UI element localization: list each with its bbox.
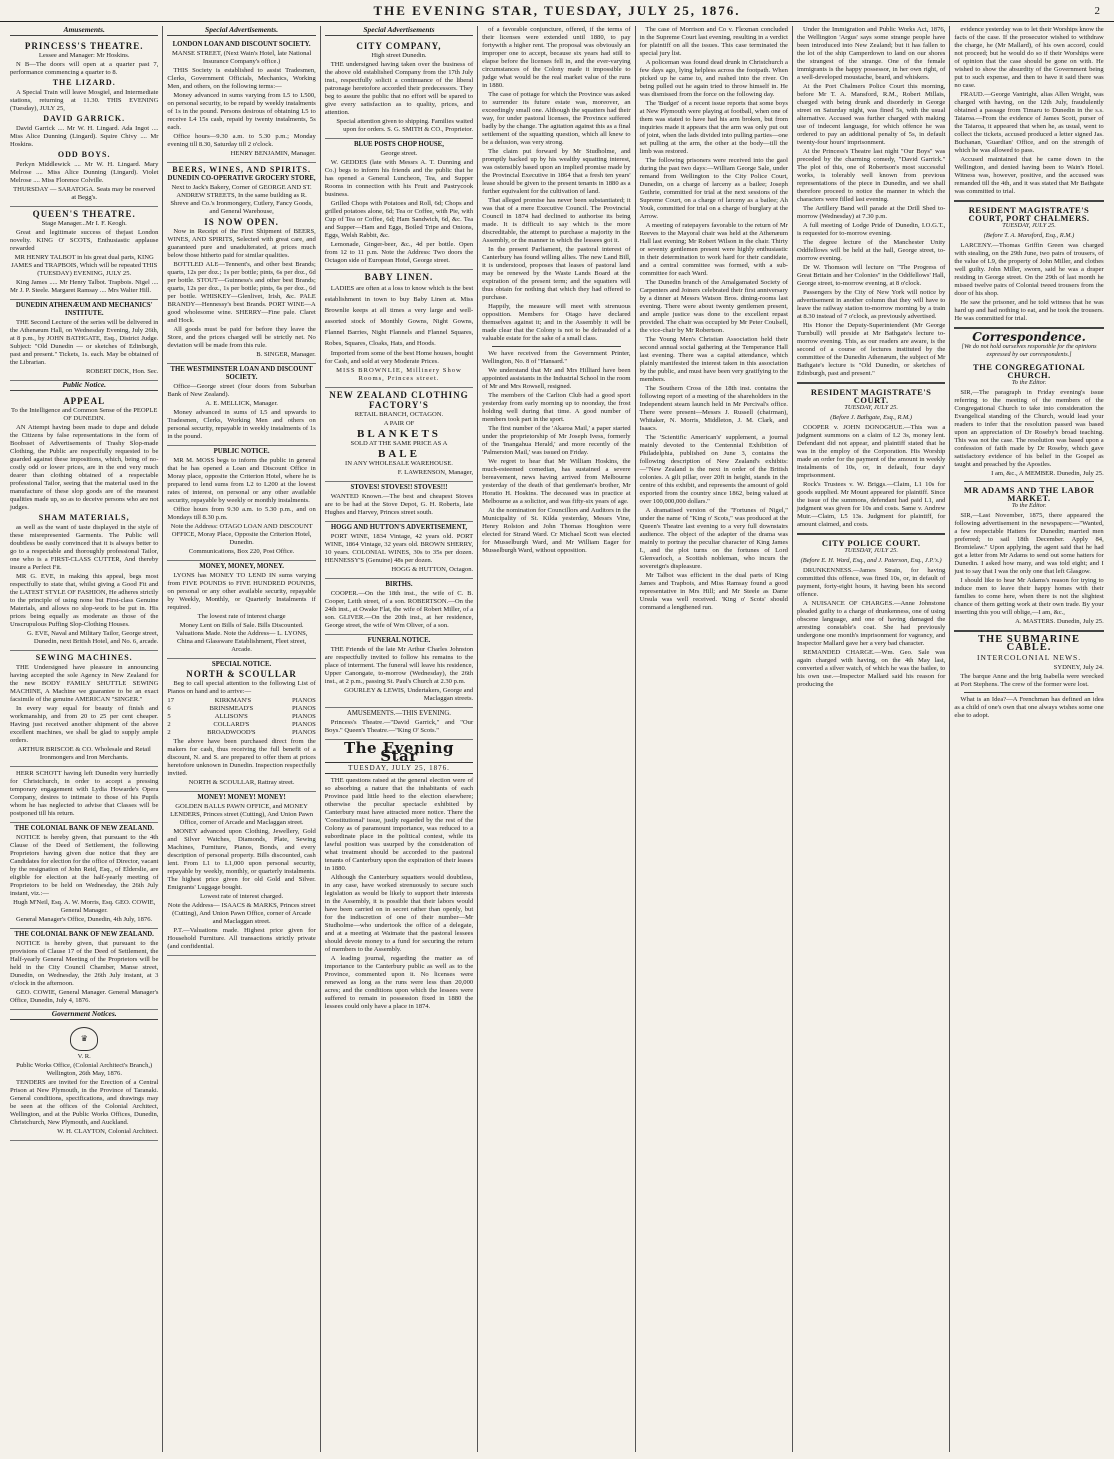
ad-text: Next to Jack's Bakery, Corner of GEORGE AND ST. ANDREW STREETS, In the same building as R. Shreve and Co.'s Ironmongery, Cutlery, Fancy Goods, and General Warehouse, <box>170 184 313 215</box>
hogg-hutton-ad <box>325 522 473 579</box>
article-paragraph: The Dunedin branch of the Amalgamated Society of Carpenters and Joiners celebrated their first anniversary by a dinner at Messrs Watson Bros. dining-rooms last evening. There were about twenty gentlemen present, and ample justice was done to the excellent repast provided. The chair was occupied by Mr Peter Coulsell, the vice-chair by Mr Robertson. <box>639 279 788 334</box>
port-chalmers-court <box>954 206 1103 323</box>
ad-text: THE Second Lecture of the series will be delivered in the Athenæum Hall, on Wednesday Evening, July 26th, at 8 p.m., by JOHN BATHGATE, Esq., District Judge. Subject: "Old Dunedin — or sketches of Edinburgh, past and present." Tickets, 1s. each. May be obtained of the Librarian. <box>10 319 159 366</box>
article-paragraph: The following prisoners were received into the gaol during the past two days:—William George Sale, under remand from Wellington to the City Police Court, Dunedin, on a charge of larceny as a bailee; Joseph Guthrie, committed for trial at the next sessions of the Supreme Court, on a charge of larceny as a bailee; Ah Youk, committed for trial on a charge of burglary at the Arrow. <box>639 157 788 220</box>
princess-theatre-ad <box>10 39 158 207</box>
ad-signature: MISS BROWNLIE, Millinery Show Rooms, Princes street. <box>336 367 462 382</box>
ad-title: BEERS, WINES, AND SPIRITS. <box>172 165 311 174</box>
government-notice <box>10 1023 158 1141</box>
article-paragraph: THE questions raised at the general election were of so absorbing a nature that the inhabitants of each Province paid little heed to the election elsewhere; otherwise the peculiar spectacle exhibited by Canterbury must have attracted more notice. There the 'Constitutional' issue, justly regarded by the rest of the Colony as of paramount importance, was reduced to a subordinate place in the political contest, while its lawful position was usurped by the consideration of what treatment should be accorded to the pastoral tenants of Canterbury upon the expiration of their leases in 1880. <box>324 777 474 872</box>
newspaper-columns <box>6 26 1108 1452</box>
ad-text: Communications, Box 220, Post Office. <box>188 548 295 555</box>
ad-signature: GEO. COWIE, General Manager. General Manager's Office, Dunedin, July 4, 1876. <box>10 989 159 1004</box>
article-paragraph: Happily, the measure will meet with strenuous opposition. Members for Otago have declared themselves against it; and in the Assembly it will be made clear that the Colony is not to be defrauded of a valuable estate for the sake of a small class. <box>482 303 631 342</box>
ad-text: V. R. <box>77 1053 91 1060</box>
article-paragraph: He saw the prisoner, and he told witness that he was hard up and had nothing to eat, and he took the trousers. He was committed for trial. <box>954 299 1104 322</box>
column-4 <box>478 26 635 1452</box>
ad-text: Office hours—9.30 a.m. to 5.30 p.m.; Monday evening till 8.30, Saturday till 2 o'clock. <box>167 133 316 148</box>
section-heading-public-notice: Public Notice. <box>10 381 158 391</box>
ad-text: Money advanced in sums varying from L5 to L500, on personal security, to be repaid by weekly instalments of 1s in the pound. Persons desirous of obtaining L5 to receive L4 15s cash, repaid by twenty instalments, 5s each. <box>167 92 316 131</box>
ad-signature: W. H. CLAYTON, Colonial Architect. <box>57 1128 159 1135</box>
births-notice <box>325 579 473 635</box>
divider <box>964 692 1093 693</box>
baby-linen-ad <box>325 270 473 388</box>
ad-text: W. GEDDES (late with Messrs A. T. Dunning and Co.) begs to inform his friends and the public that he has opened a General Luncheon, Tea, and Supper Rooms in connection with his Fruit and Pastrycook business. <box>324 159 474 198</box>
article-date: TUESDAY, JULY 25. <box>844 547 898 554</box>
clothing-factory-ad <box>325 388 473 482</box>
article-paragraph: of a favorable conjuncture, offered, if the terms of their licenses were extended until 1880, to pay fortywith a higher rent. The proposal was obviously an improper one to accept, because six years had still to elapse before the licenses fell in, and the ever-varying circumstances of the Colony made it impossible to judge what would be the real market value of the runs in 1880. <box>482 26 631 89</box>
article-paragraph: Although the Canterbury squatters would doubtless, in any case, have worked strenuously to secure such legislation as would be likely to support their interests in the Assembly, it is possible that their labors would have been carried on in secret rather than openly, but for the indiscretion of one of their number—Mr Studholme—who undertook the office of a delegate, and at a meeting at Waimate that the pastoral lessees should devote money to a fund for securing the return of members to the Assembly. <box>324 874 474 953</box>
article-date: TUESDAY, JULY 25. <box>844 404 898 411</box>
ad-title: FUNERAL NOTICE. <box>367 637 431 644</box>
ad-text: THE Undersigned have pleasure in announcing having accepted the sole Agency in New Zealand for the new BODY FAMILY SHUTTLE SEWING MACHINE, A Machine we guarantee to be an exact facsimile of the genuine AMERICAN "SINGER." <box>10 664 159 703</box>
article-paragraph: A dramatised version of the "Fortunes of Nigel," under the name of "King o' Scots," was produced at the Queen's Theatre last evening to a very full downstairs audience. The object of the adapter of the drama was mainly to portray the peculiar character of King James I., and the plot turns on the fortunes of Lord Glenvarloch, a Scottish nobleman, who incurs the sovereign's displeasure. <box>639 507 788 570</box>
ad-text: RETAIL BRANCH, OCTAGON. <box>354 411 444 418</box>
ad-signature: Money Lent on Bills of Sale. Bills Discounted. Valuations Made. Note the Address— L. LYONS, China and Glassware Establishment, Fleet street, Arcade. <box>175 622 308 653</box>
ad-title: THE LIZARD. <box>52 78 116 87</box>
column-7 <box>950 26 1107 1452</box>
article-paragraph: In the present Parliament, the pastoral interest of Canterbury has found willing allies. The new Land Bill, it is understood, proposes that leases of pastoral land may be renewed by the Waste Lands Board at the expiration of the present term; and the squatters will thus obtain for nothing that which they had offered to purchase. <box>482 246 631 301</box>
section-heading-amusements: Amusements. <box>10 26 158 36</box>
divider <box>797 533 945 535</box>
article-paragraph: At the Port Chalmers Police Court this morning, before Mr T. A. Mansford, R.M., Robert Millais, charged with being drunk and disorderly in George street on Saturday night, was fined 5s, with the usual alternative. Accused was further charged with making use of indecent language, for which offence he was ordered to pay an additional penalty of 5s, in default twenty-four hours' imprisonment. <box>796 83 946 146</box>
article-title: THE CONGREGATIONAL CHURCH. <box>973 362 1086 380</box>
article-paragraph: A meeting of ratepayers favorable to the return of Mr Reeves to the Mayoral chair was held at the Athenæum Hall last evening; Mr Robert Wilson in the chair. Thirty or seventy gentlemen present were highly enthusiastic in their determination to work hard for their candidate, and a central committee was formed, with a sub-committee for each Ward. <box>639 222 788 277</box>
ad-text: Perkyn Middlewick .... Mr W. H. Lingard. Mary Melrose .... Miss Alice Dunning (Lingard). Violet Melrose .... Miss Florence Colville. <box>10 161 159 184</box>
article-title: RESIDENT MAGISTRATE'S COURT, PORT CHALMERS. <box>968 205 1090 223</box>
article-paragraph: Rock's Trustees v. W. Briggs.—Claim, L1 10s for goods supplied. Mr Mount appeared for plaintiff. Since the issue of the summons, defendant had paid L1, and judgment was given for 10s and costs. Same v. Andrew Muir.—Claim, L5 13s. Judgment for plaintiff, for amount claimed, and costs. <box>796 481 946 528</box>
ad-text: High street Dunedin. <box>371 52 427 59</box>
column-5 <box>636 26 793 1452</box>
ad-title: THE COLONIAL BANK OF NEW ZEALAND. <box>14 931 154 938</box>
article-paragraph: The case of Morrison and Co v. Flexman concluded in the Supreme Court last evening, resulting in a verdict for plaintiff on all the issues. This case terminated the special jury list. <box>639 26 788 57</box>
ad-title: LONDON LOAN AND DISCOUNT SOCIETY. <box>172 41 311 48</box>
ad-text: THE Friends of the late Mr Arthur Charles Johnston are respectfully invited to follow his remains to the place of interment. The funeral will leave his residence, Upper Canongate, to-morrow (Wednesday), the 26th inst., at 2 p.m., passing St. Paul's Church at 2.30 p.m. <box>324 646 474 685</box>
ad-text: P.T.—Valuations made. Highest price given for Household Furniture. All transactions strictly private (and confidential. <box>167 927 316 950</box>
ad-text: All goods must be paid for before they leave the Store, and the prices charged will be strictly net. No deviation will be made from this rule. <box>167 326 316 349</box>
article-paragraph: SIR,—The paragraph in Friday evening's issue referring to the meeting of the members of the Congregational Church to take into consideration the Evangelical standing of the Church, would lead your readers to infer that the resolution passed was based upon an appreciation of Dr Roseby's broad teaching. This was not the case. The resolution was based upon a confession of faith made by Dr Roseby, which gave satisfactory evidence of his belief in the Gospel as taught and preached by the Apostles. <box>954 389 1104 468</box>
ad-title: DUNEDIN ATHENÆUM AND MECHANICS' INSTITUTE. <box>15 302 153 317</box>
ad-text: MR M. MOSS begs to inform the public in general that he has opened a Loan and Discount Office in Moray place, opposite the Criterion Hotel, where he is prepared to lend sums from L2 to L200 at the lowest rates of interest, on personal or any other available security, repayable by weekly or monthly instalments. <box>167 457 316 504</box>
article-paragraph: His Honor the Deputy-Superintendent (Mr George Turnbull) will preside at Mr Bathgate's lecture to-morrow evening. This, as our readers are aware, is the second of a course of lectures instituted by the committee of the Dunedin Athenæum, the subject of Mr Bathgate's lecture is "Old Dunedin, or sketches of Edinburgh, past and present." <box>796 322 946 377</box>
newspaper-flag: The Evening Star <box>343 739 454 765</box>
ad-text: Lowest rate of interest charged. <box>199 893 284 900</box>
page-number: 2 <box>1094 4 1100 17</box>
article-title: THE SUBMARINE CABLE. <box>978 634 1081 653</box>
ad-title: BALE <box>377 448 420 460</box>
ad-title: BIRTHS. <box>385 581 413 588</box>
ad-signature: ARTHUR BRISCOE & CO. Wholesale and Retail Ironmongers and Iron Merchants. <box>17 746 151 761</box>
ad-text: NOTICE is hereby given, that pursuant to the provisions of Clause 17 of the Deed of Settlement, the Half-yearly General Meeting of the Proprietors will be held in the City Council Chamber, Manse street, Dunedin, on Wednesday, the 26th July instant, at 3 o'clock in the afternoon. <box>10 940 159 987</box>
ad-text: BOTTLED ALE—Tennent's, and other best Brands; quarts, 12s per doz.; 1s per bottle; pints, 6s per doz., 6d per bottle. STOUT—Guinness's and other best Brands; quarts, 12s per doz., 1s per bottle; pints, 6s per doz., 6d per bottle. WHISKEY—Glenlivet, Irish, &c. PALE BRANDY—Hennessy's best Brands. PORT WINE—A good wholesome wine. SHERRY—Fine pale. Claret and Hock. <box>167 261 316 324</box>
article-paragraph: The barque Anne and the brig Isabella were wrecked at Port Stephens. The crew of the former were lost. <box>954 673 1104 688</box>
list-item: 6 BRINSMEAD'S PIANOS <box>167 705 316 712</box>
ad-title: THE COLONIAL BANK OF NEW ZEALAND. <box>14 825 154 832</box>
amusements-tonight <box>325 708 473 740</box>
letter-salutation: To the Editor. <box>1011 502 1047 509</box>
ad-text: Stage Manager...Mr I. F. Keogh. <box>41 220 127 227</box>
article-title: CITY POLICE COURT. <box>821 538 921 548</box>
ad-text: Princess's Theatre.—"David Garrick," and "Our Boys." Queen's Theatre.—"King O' Scots." <box>324 719 474 734</box>
article-paragraph: LARCENY.—Thomas Griffin Green was charged with stealing, on the 29th June, two pairs of trousers, of the value of L9, the property of John Miller, and clothes well guilty. John Miller, sworn, said he was a draper residing in George street. On the 29th of last month he missed twelve pairs of Colonial tweed trousers from the door of his shop. <box>954 242 1104 297</box>
section-heading-government: Government Notices. <box>10 1010 158 1020</box>
divider <box>797 382 945 384</box>
ad-signature: ROBERT DICK, Hon. Sec. <box>86 368 159 375</box>
city-company-ad <box>325 39 473 139</box>
stoves-ad <box>325 482 473 522</box>
article-judge: (Before T. A. Mansford, Esq., R.M.) <box>983 232 1075 239</box>
ad-text: In every way equal for beauty of finish and workmanship, and from 20 to 25 per cent cheaper. Having just received another shipment of the above excellent machines, we shall be glad to supply ample orders. <box>10 705 159 744</box>
dateline: SYDNEY, July 24. <box>1053 664 1104 671</box>
queens-theatre-ad <box>10 207 158 300</box>
ad-title: MONEY, MONEY, MONEY. <box>199 563 284 570</box>
congregational-letter <box>954 363 1103 478</box>
column-6 <box>793 26 950 1452</box>
flag-date: TUESDAY, JULY 25, 1876. <box>325 762 473 774</box>
article-paragraph: At the Princess's Theatre last night "Our Boys" was preceded by the charming comedy, "David Garrick." The plot of this, one of Robertson's most successful works, is tolerably well known from previous representations of the piece in Dunedin, and we shall therefore proceed to notice the manner in which the characters were filled last evening. <box>796 148 946 203</box>
ad-text: Great and legitimate success of thejast London novelty. KING O' SCOTS, Enthusiastic applause rewarded <box>10 229 159 252</box>
ad-text: AN Attempt having been made to dupe and delude the Citizens by false representations in the form of Boobsset of Advertisements of Trashy Slop-made Clothing, the Public are respectfully requested to be guarded against these impositions, which, being of no-costly odd or lower prices, are in the end very much dearer than clothing obtained of a respectable professional Tailor, seeing that the material used in the manufacture of these slop goods are of the meanest qualities made up, so as to deceive persons who are not judges. <box>10 424 159 511</box>
ad-title: HOGG AND HUTTON'S ADVERTISEMENT, <box>330 524 468 531</box>
article-paragraph: evidence yesterday was to let their Worships know the facts of the case. If the prosecutor wished to withdraw the charge, he (Mr Mallard), of his own accord, could not proceed; but he would do so if their Worships were of opinion that the case should be gone on with. He wished to show the absurdity of the Government being put to such expense, and then to have it said there was no case. <box>954 26 1104 89</box>
ad-text: N B—The doors will open at a quarter past 7, performance commencing a quarter to 8. <box>10 61 159 76</box>
ad-title: SEWING MACHINES. <box>35 653 133 662</box>
colonial-bank-ad-1 <box>10 823 158 929</box>
ad-text: SOLD AT THE SAME PRICE AS A <box>350 440 448 447</box>
ad-title: CITY COMPANY, <box>356 41 442 51</box>
column-1 <box>6 26 163 1452</box>
letter-salutation: To the Editor. <box>1011 379 1047 386</box>
divider <box>964 481 1093 482</box>
adams-letter <box>954 486 1103 626</box>
ad-text: HERR SCHOTT having left Dunedin very hurriedly for Christchurch, in order to accept a pressing temporary engagement with Lydia Howarde's Opera Company, desires to intimate to those of his Pupils whom he has neglected to advise that Classes will be postponed till his return. <box>10 770 159 817</box>
ad-text: Lemonade, Ginger-beer, &c., 4d per bottle. Open from 12 to 11 p.m. Note the Address: Two doors the Octagon side of European Hotel, George street. <box>324 241 474 264</box>
ad-text: Beg to call special attention to the following List of Pianos on hand and to arrive:— <box>167 680 316 695</box>
article-paragraph: Dr W. Thomson will lecture on "The Progress of Great Britain and her Colonies" in the Oddfellows' Hall, George street, to-morrow evening, at 8 o'clock. <box>796 264 946 287</box>
submarine-cable-news <box>954 636 1103 720</box>
ad-text: MR G. EVE, in making this appeal, begs most respectfully to state that, whilst giving a Good Fit and the LATEST STYLE OF FASHION, He adheres strictly to the principle of using none but First-class Genuine Materials, and allows no slop-work to be put in. His prices being equally as moderate as those of the Unscrupulous Puffing Slop-Clothing Houses. <box>10 573 159 628</box>
ad-signature: G. EVE, Naval and Military Tailor, George street, Dunedin, next British Hotel, and No. 6, arcade. <box>26 630 159 645</box>
ad-title: DAVID GARRICK. <box>43 114 126 123</box>
westminster-loan-ad <box>167 364 315 446</box>
divider <box>954 327 1103 329</box>
ad-title: IS NOW OPEN. <box>204 217 279 227</box>
article-paragraph: A full meeting of Lodge Pride of Dunedin, I.O.G.T., is requested for to-morrow evening. <box>796 222 946 237</box>
ad-text: MANSE STREET, (Next Wain's Hotel, late National Insurance Company's office.) <box>171 50 312 65</box>
article-paragraph: DRUNKENNESS.—James Strain, for having committed this offence, was fined 10s, or, in default of payment, forty-eight hours, it having been his second offence. <box>796 567 946 598</box>
ad-title: PUBLIC NOTICE. <box>213 448 270 455</box>
ad-text: Imported from some of the best Home houses, bought for Cash, and sold at very Moderate Prices. <box>324 350 474 365</box>
section-heading-special-2: Special Advertisements <box>325 26 473 36</box>
colonial-bank-ad-2 <box>10 929 158 1010</box>
section-heading-special: Special Advertisements. <box>167 26 315 36</box>
ad-title: SPECIAL NOTICE. <box>211 661 272 668</box>
ad-title: BLUE POSTS CHOP HOUSE, <box>354 141 444 148</box>
ad-title: SHAM MATERIALS, <box>38 513 130 522</box>
ad-text: LYONS has MONEY TO LEND IN sums varying from FIVE POUNDS to FIVE HUNDRED POUNDS, on personal or any other available security, repayable by Weekly, Monthly, or Quarterly Instalments if required. <box>167 572 316 611</box>
article-paragraph: The degree lecture of the Manchester Unity Oddfellows will be held at the hall, George street, to-morrow evening. <box>796 239 946 262</box>
ad-text: GOLDEN BALLS PAWN OFFICE, and MONEY LENDERS, Princes street (Cutting), And Union Pawn Office, corner of Arcade and Maclaggan street. <box>170 803 314 826</box>
letter-signature: I am, &c., A MEMBER. Dunedin, July 25. <box>991 470 1104 477</box>
lyons-money-ad <box>167 561 315 659</box>
ad-text: WANTED Known.—The best and cheapest Stoves are to be had at the Stove Depot, G. H. Roberts, late Hughes and Harvey, Princes street south. <box>324 493 474 516</box>
ad-text: THURSDAY — SARATOGA. Seats may be reserved at Begg's. <box>13 186 156 201</box>
city-police-court <box>797 539 945 689</box>
ad-title: NORTH & SCOULLAR <box>186 669 297 679</box>
ad-title: PRINCESS'S THEATRE. <box>24 41 144 51</box>
ad-text: NOTICE is hereby given, that pursuant to the 4th Clause of the Deed of Settlement, the following Proprietors having given due notice that they are Candidates for election for the office of Director, vacant by the resignation of John Reid, Esq., of Elderslie, are eligible for election at the half-yearly meeting of Proprietors to be held on Wednesday, the 26th July instant, viz.:— <box>10 834 159 897</box>
divider <box>954 200 1103 202</box>
article-paragraph: The Artillery Band will parade at the Drill Shed to-morrow (Wednesday) at 7.30 p.m. <box>796 205 946 220</box>
moss-loan-ad <box>167 446 315 561</box>
correspondence-note: [We do not hold ourselves responsible for the opinions expressed by our correspondents.] <box>961 343 1097 358</box>
article-paragraph: The 'Budget' of a recent issue reports that some boys at New Plymouth were playing at football, when one of them was stated to have had his arm broken, but from inquiries made it appears that the arm was only put out of joint, when the lads divided into pulling parties—one set pulling at the arm, the other at the body—till the limb was restored. <box>639 100 788 155</box>
article-paragraph: A leading journal, regarding the matter as of importance to the Canterbury public as well as to the Province, commented upon it. No licenses were renewed as long as the runs were less than 20,000 acres; and the conditions upon which the lessees were suffered to remain in possession fixed in 1880 the lessees could only have a place in 1874. <box>324 955 474 1010</box>
ad-text: Lessee and Manager: Mr Hoskins. <box>38 52 130 59</box>
ad-signature: B. SINGER, Manager. <box>256 351 316 358</box>
ad-text: The lowest rate of interest charge <box>197 613 286 620</box>
ad-text: A PAIR OF <box>383 420 415 427</box>
pianos-ad <box>167 659 315 792</box>
article-paragraph: The 'Scientific American's' supplement, a journal mainly devoted to the Centennial Exhibition of Philadelphia, published on June 3, contains the following description of New Zealand's exhibits:—"New Zealand is the next in order of the British colonies. A gilt pillar, over 20ft in height, stands in the centre of this exhibit, and represents the amount of gold exported from the country since 1862, being valued at over 100,000,000 dollars." <box>639 434 788 505</box>
article-judge: (Before E. H. Ward, Esq., and J. Paterson, Esq., J.P.'s.) <box>800 557 942 564</box>
ad-signature: Note the Address— ISAACS & MARKS, Princes street (Cutting), And Union Pawn Office, corner of Arcade and Maclaggan street. <box>167 902 316 925</box>
article-date: TUESDAY, JULY 25. <box>1002 222 1056 229</box>
ad-text: THIS Society is established to assist Tradesmen, Clerks, Government Officials, Mechanics, Working Men, and others, on the following terms:— <box>167 67 316 90</box>
ad-text: The above have been purchased direct from the makers for cash, thus receiving the full benefit of a discount, N. and S. are prepared to offer them at prices heretofore unknown in Dunedin. Inspection respectfully invited. <box>167 738 316 777</box>
ad-text: A. E. MELLICK, Manager. <box>205 400 278 407</box>
article-paragraph: The claim put forward by Mr Studholme, and promptly backed up by his wealthy squatting interest, was ostensibly based upon an implied promise made by the Provincial Executive in 1864 that a fresh ten years' lease should be given to the present tenants in 1880 as a further equivalent for the cultivation of land. <box>482 148 631 195</box>
ad-text: David Garrick .... Mr W. H. Lingard. Ada Ingot .... Miss Alice Dunning (Lingard). Squire Chivy .... Mr Hoskins. <box>10 125 159 148</box>
divider <box>492 346 620 347</box>
cooperative-store-ad <box>167 163 315 364</box>
ad-text: Hugh M'Neil, Esq. A. W. Morris, Esq. GEO. COWIE, General Manager. <box>13 899 156 914</box>
editorial-article <box>325 777 473 1011</box>
ad-text: Public Works Office, (Colonial Architect's Branch,) Wellington, 26th May, 1876. <box>16 1062 153 1077</box>
article-paragraph: The members of the Carlton Club had a good sport yesterday from early morning up to noonday, the frost holding well during that time. A good number of members took part in the sport. <box>482 392 631 423</box>
ad-signature: Special attention given to shipping. Families waited upon for orders. S. G. SMITH & CO., Proprietor. <box>336 118 474 133</box>
ad-text: Office hours from 9.30 a.m. to 5.30 p.m., and on Mondays till 8.30 p.m. <box>167 506 316 521</box>
editorial-continued <box>482 26 630 555</box>
article-paragraph: Mr Talbot was efficient in the dual parts of King James and Trapbois, and Miss Ramsay found a good representative in Mrs Hill; and Mr Steele as Dame Ursula was well received. 'King o' Scots' should command a lengthened run. <box>639 572 788 611</box>
list-item: 2 COLLARD'S PIANOS <box>167 721 316 728</box>
ad-title: THE WESTMINSTER LOAN AND DISCOUNT SOCIETY. <box>170 366 313 381</box>
correspondence-heading: Correspondence. <box>972 330 1086 344</box>
masthead <box>0 0 1114 22</box>
ad-signature: HENRY BENJAMIN, Manager. <box>230 150 316 157</box>
list-item: 5 ALLISON'S PIANOS <box>167 713 316 720</box>
ad-title: STOVES! STOVES!! STOVES!!! <box>350 484 448 491</box>
ad-title: BABY LINEN. <box>364 272 434 282</box>
article-paragraph: Accused maintained that he came down in the Wellington, and denied having been to Wain's Hotel. Witness was, however, positive, and the accused was remanded till the 4th, and it was stated that Mr Bathgate was committed to trial. <box>954 156 1104 195</box>
article-paragraph: Passengers by the City of New York will notice by advertisement in another column that they will have to leave the railway station to-morrow morning by a train at 8.30 instead of 7 o'clock, as previously advertised. <box>796 289 946 320</box>
list-item: 17 KIRKMAN'S PIANOS <box>167 697 316 704</box>
article-paragraph: The Young Men's Christian Association held their second annual social gathering at the Temperance Hall last evening. There was a capital attendance, which plainly manifested the interest taken in this association by the public, and must have been very gratifying to the members. <box>639 336 788 383</box>
blue-posts-ad <box>325 139 473 270</box>
ad-text: MR HENRY TALBOT in his great dual parts, KING JAMES and TRAPBOIS, Which will be repeated THIS (TUESDAY) EVENING, JULY 25. <box>11 254 158 277</box>
police-court-continued <box>954 26 1103 196</box>
ad-title: ODD BOYS. <box>57 150 111 159</box>
ad-text: Money advanced in sums of L5 and upwards to Tradesmen, Clerks, Working Men and others on personal security, repayable in weekly instalments of 1s in the pound. <box>167 409 316 440</box>
local-news <box>640 26 788 612</box>
column-2 <box>163 26 320 1452</box>
article-paragraph: FRAUD.—George Vantright, alias Allen Wright, was charged with having, on the 12th July, fraudulently obtained a passage from Timaru to Dunedin in the s.s. Taiaroa.—From the evidence of James Scott, purser of the Taiaroa, it appeared that when he, as usual, went to collect the tickets, accused produced a letter signed Jas. Buchanan, 'Guardian' Office, and on the strength of which he was allowed to pass. <box>954 91 1104 154</box>
ad-text: Grilled Chops with Potatoes and Roll, 6d; Chops and grilled potatoes alone, 6d; Tea or Coffee, with Pie, with Cup of Tea or Coffee, 6d; Ham Sandwich, 6d, &c. Tea and Supper—Ham and Eggs, Boiled Tripe and Onions, Eggs, Welsh Rabbit, &c. <box>324 200 474 239</box>
ad-text: A Special Train will leave Mosgiel, and Intermediate stations, returning at 11.30. THIS EVENING (Tuesday), JULY 25, <box>10 89 159 112</box>
ad-text: as well as the want of taste displayed in the style of these misrepresented Garments. The Public will doubtless be easily convinced that it is always better to go to a respectable and thoroughly professional Tailor, one who is a FIRST-CLASS CUTTER, And thereby insure a Perfect Fit. <box>10 524 159 571</box>
ad-text: TENDERS are invited for the Erection of a Central Prison at New Plymouth, in the Province of Taranaki. General conditions, specifications, and drawings may be seen at the offices of the Colonial Architect, Wellington, and at the Public Works Offices, Dunedin, Christchurch, New Plymouth, and Auckland. <box>10 1079 159 1126</box>
ad-text: Note the Address: OTAGO LOAN AND DISCOUNT OFFICE, Moray Place, Opposite the Criterion Hotel, Dunedin. <box>170 523 313 546</box>
article-paragraph: A policeman was found dead drunk in Christchurch a few days ago, lying helpless across the footpath. When picked up he came to, and rushed into the river. On being pulled out he again tried to throw himself in. He was dismissed from the force on the following day. <box>639 59 788 98</box>
ad-text: THE undersigned having taken over the business of the above old established Company from the 17th July inst., respectfully solicit a continuance of the liberal patronage heretofore accorded their predecessors. They beg to assure the public that no effort will be spared to give every satisfaction as to quality, prices, and attention. <box>324 61 474 116</box>
resident-magistrate-court <box>797 388 945 529</box>
royal-crest-icon: ♛ <box>70 1027 98 1051</box>
ad-text: Office—George street (four doors from Suburban Bank of New Zealand). <box>167 383 316 398</box>
article-paragraph: We have received from the Government Printer, Wellington, No. 8 of "Hansard." <box>482 350 631 365</box>
ad-text: COOPER.—On the 18th inst., the wife of C. B. Cooper, Leith street, of a son. ROBERTSON.—On the 24th inst., at Owake Flat, the wife of Robert Miller, of a son. GLIVER.—On the 20th inst., at her residence, George street, the wife of Wm Oliver, of a son. <box>324 590 474 629</box>
ad-title: NEW ZEALAND CLOTHING FACTORY'S <box>329 390 469 410</box>
masthead-title: THE EVENING STAR, TUESDAY, JULY 25, 1876. <box>373 2 741 18</box>
article-paragraph: At the nomination for Councillors and Auditors in the Municipality of St. Kilda yesterday, Messrs Vine, Henry Rolston and John Thomas Houghton were elected for Strand Ward. Cr Michael Scott was elected for Musselburgh Ward, and Mr William Eager for Musselburgh Ward, without opposition. <box>482 507 631 554</box>
article-paragraph: REMANDED CHARGE.—Wm. Geo. Sale was again charged with having, on the 4th May last, converted a silver watch, of which he was the bailee, to his own use.—Inspector Mallard said his reason for producing the <box>796 649 946 688</box>
article-subtitle: INTERCOLONIAL NEWS. <box>976 653 1082 662</box>
article-judge: (Before J. Bathgate, Esq., R.M.) <box>830 414 913 421</box>
ad-text: George street. <box>380 150 418 157</box>
list-item: 2 BROADWOOD'S PIANOS <box>167 729 316 736</box>
herr-schott-ad <box>10 767 158 823</box>
article-paragraph: The first number of the 'Akaroa Mail,' a paper started under the proprietorship of Mr Joseph Ivess, formerly of the 'Inangahua Herald,' and more recently of the 'Palmerston Mail,' was issued on Friday. <box>482 425 631 456</box>
article-paragraph: Under the Immigration and Public Works Act, 1876, the Wellington 'Argus' says some strange people have been introduced into New Zealand; but it has fallen to the lot of the ship Camperdown to land on our shores the strangest of the strange. One of the female immigrants is the happy possessor, in her own right, of a well-developed moustache, beard, and whiskers. <box>796 26 946 81</box>
ad-text: Now in Receipt of the First Shipment of BEERS, WINES, AND SPIRITS, Selected with great care, and guaranteed pure and unadulterated, at prices much below those hitherto paid for similar qualities. <box>167 228 316 259</box>
ad-text: LADIES are often at a loss to know which is the best establishment in town to buy Baby Linen at. Miss Brownlie keeps at all times a very large and well-assorted stock of Monthly Gowns, Night Gowns, Flannel Barries, Night Flannels and Flannel Squares, Robes, Squares, Cloaks, Hats, and Hoods. <box>324 285 474 347</box>
london-loan-ad <box>167 39 315 163</box>
article-paragraph: What is an Idea?—A Frenchman has defined an idea as a child of one's own that one always wishes some one else to adopt. <box>954 696 1104 719</box>
article-paragraph: The case of pottage for which the Province was asked to surrender its future estate was, moreover, an exceedingly small one. Although the squatters had their way, for under pastoral licenses, the Province suffered badly by the change. The agitation against this as a final settlement of the squatting question, which all knew to be a delusion, was very strong. <box>482 91 631 146</box>
pawn-office-ad <box>167 792 315 956</box>
article-title: RESIDENT MAGISTRATE'S COURT. <box>810 387 932 405</box>
article-title: MR ADAMS AND THE LABOR MARKET. <box>963 485 1095 503</box>
ad-title: BLANKETS <box>357 428 441 440</box>
funeral-notice <box>325 635 473 708</box>
athenaeum-ad <box>10 300 158 381</box>
ad-text: PORT WINE, 1834 Vintage, 42 years old. PORT WINE, 1864 Vintage, 32 years old. BROWN SHERRY, 10 years. COLONIAL WINES, 30s to 35s per dozen. HENNESSY'S (Genuine) 48s per dozen. <box>324 533 474 564</box>
ad-title: MONEY! MONEY! MONEY! <box>197 794 286 801</box>
ad-title: AMUSEMENTS.—THIS EVENING. <box>346 710 451 717</box>
ad-title: DUNEDIN CO-OPERATIVE GROCERY STORE, <box>167 175 316 182</box>
ad-title: QUEEN'S THEATRE. <box>32 209 136 219</box>
ad-text: MONEY advanced upon Clothing, Jewellery, Gold and Silver Watches, Diamonds, Plate, Sewing Machines, Furniture, Pianos, Bonds, and every description of personal property. Bills discounted, cash lent. From L1 to L1,000 upon personal security, repayable by weekly, monthly, or quarterly instalments. The highest price given for old Gold and Silver. Emigrants' Luggage bought. <box>167 828 316 891</box>
local-news-2 <box>797 26 945 378</box>
article-paragraph: A NUISANCE OF CHARGES.—Anne Johnstone pleaded guilty to a charge of drunkenness, one of using obscene language, and one of having damaged the arresting constable's coat. She had previously undergone one month's imprisonment for vagrancy, and Inspector Mallard gave her a very bad character. <box>796 600 946 647</box>
article-paragraph: COOPER v. JOHN DONOGHUE.—This was a judgment summons on a claim of L2 3s, money lent. Defendant did not appear, and plaintiff stated that he was in the employ of the Corporation. His Worship made an order for the payment of the amount in weekly instalments of 10s, or, in default, four days' imprisonment. <box>796 424 946 479</box>
article-paragraph: The Southern Cross of the 18th inst. contains the following report of a meeting of the shareholders in the Independent steam launch held in Mr Percival's office. There were present—Messrs J. Russell (chairman), Whitaker, N. Morris, Middleton, J. M. Clark, and Isaacs. <box>639 385 788 432</box>
ad-title: APPEAL <box>63 396 106 406</box>
ad-text: King James ..... Mr Henry Talbot. Trapbois. Nigel .... Mr J. P. Steele. Margaret Ramsay .... Mrs Walter Hill. <box>10 279 159 294</box>
article-paragraph: That alleged promise has never been substantiated; it was that of a mere Executive Council. The Provincial Council in 1874 had declined to authorise its being made. It is difficult to say which is the more discreditable, the attempt to purchase a majority in the Assembly, or the manner in which the lessees got it. <box>482 197 631 244</box>
article-paragraph: SIR,—Last November, 1875, there appeared the following advertisement in the newspapers:—"Wanted, a few respectable Hatters for Dunedin; married men preferred; to sail 18th December. Apply 84, Bromielaw." Upon applying, the agent said that he had got a letter from Mr Adams to send out some hatters for Dunedin. I asked how many, and was told eight; and I just to say that I was the only one that left Glasgow. <box>954 512 1104 575</box>
article-paragraph: We understand that Mr and Mrs Hilliard have been appointed assistants in the Industrial School in the room of Mr and Mrs Rowsell, resigned. <box>482 367 631 390</box>
ad-text: IN ANY WHOLESALE WAREHOUSE. <box>345 460 453 467</box>
ad-signature: General Manager's Office, Dunedin, 4th July, 1876. <box>16 916 153 923</box>
ad-text: To the Intelligence and Common Sense of the PEOPLE OF DUNEDIN. <box>10 407 158 422</box>
letter-signature: A. MASTERS. Dunedin, July 25. <box>1015 618 1104 625</box>
piano-list <box>167 697 315 737</box>
ad-signature: F. LAWRENSON, Manager, <box>397 469 474 476</box>
article-paragraph: We regret to hear that Mr William Hoskins, the much-esteemed comedian, has sustained a severe bereavement, news having arrived from Melbourne yesterday of the death of that gentleman's brother, Mr Horatio H. Hoskins. The deceased was in practice at Melbourne as a solicitor, and was fifty-six years of age. <box>482 458 631 505</box>
ad-signature: NORTH & SCOULLAR, Rattray street. <box>188 779 295 786</box>
sewing-machines-ad <box>10 651 158 767</box>
ad-signature: HOGG & HUTTON, Octagon. <box>391 566 474 573</box>
column-3 <box>321 26 478 1452</box>
ad-signature: GOURLEY & LEWIS, Undertakers, George and Maclaggan streets. <box>344 687 474 702</box>
divider <box>954 630 1103 632</box>
article-paragraph: I should like to hear Mr Adams's reason for trying to induce men to leave their happy homes with their families to come here, when there is not the slightest chance of them getting work at their own trade. By your inserting this you will oblige,—I am, &c., <box>954 577 1104 616</box>
appeal-ad <box>10 394 158 651</box>
